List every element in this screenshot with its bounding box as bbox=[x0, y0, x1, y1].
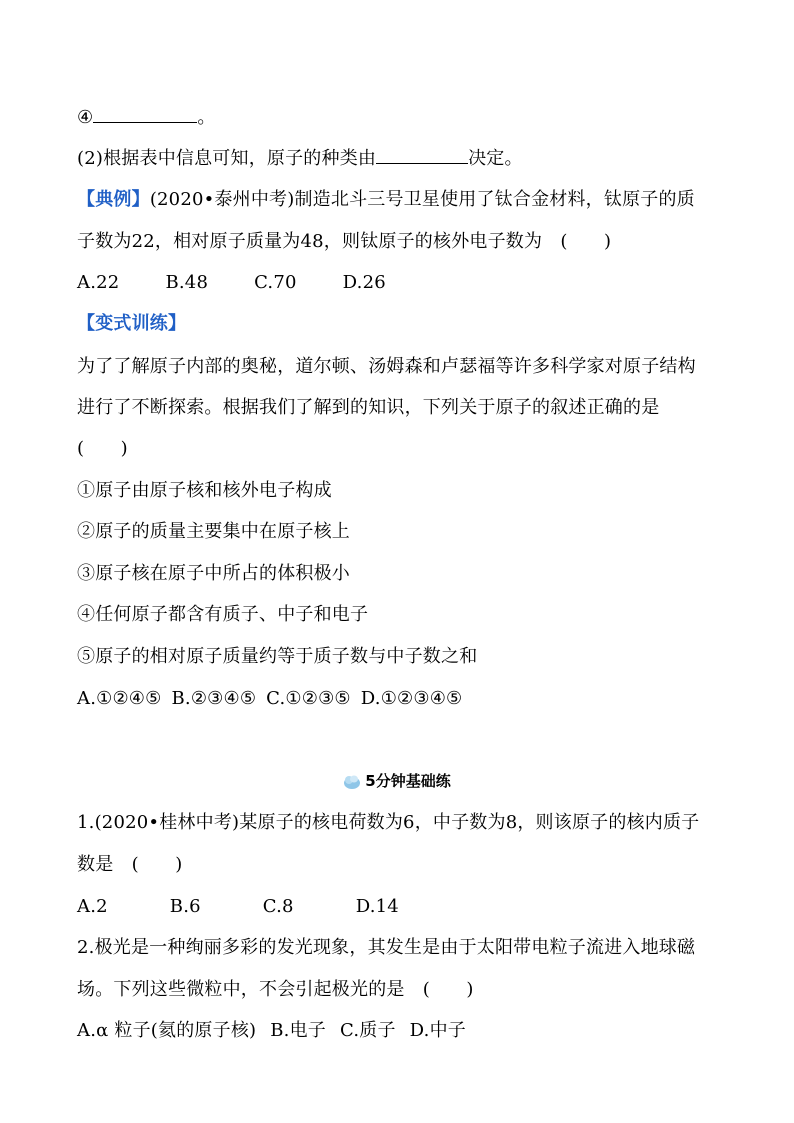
option-a: A.α 粒子(氦的原子核) bbox=[77, 1020, 257, 1041]
option-d: D.14 bbox=[355, 896, 399, 917]
option-d: D.中子 bbox=[409, 1020, 466, 1041]
option-c: C.8 bbox=[262, 896, 294, 917]
variant-tag: 【变式训练】 bbox=[77, 313, 187, 334]
variant-heading bbox=[77, 312, 734, 336]
question-2-text: (2)根据表中信息可知，原子的种类由 bbox=[77, 148, 377, 169]
option-b: B.6 bbox=[169, 896, 201, 917]
option-a: A.2 bbox=[77, 896, 108, 917]
example-line-1 bbox=[77, 188, 734, 212]
q2-line-1: 2.极光是一种绚丽多彩的发光现象，其发生是由于太阳带电粒子流进入地球磁 bbox=[77, 937, 696, 958]
option-c: C.70 bbox=[254, 272, 297, 293]
q2-line-2: 场。下列这些微粒中，不会引起极光的是 ( ) bbox=[77, 979, 474, 1000]
q1-options bbox=[77, 895, 734, 919]
variant-paragraph-3: ( ) bbox=[77, 438, 128, 459]
question-2-line bbox=[77, 147, 734, 171]
statement-3: ③原子核在原子中所占的体积极小 bbox=[77, 563, 350, 584]
option-b: B.②③④⑤ bbox=[171, 688, 257, 709]
statement-1: ①原子由原子核和核外电子构成 bbox=[77, 480, 332, 501]
variant-paragraph-1: 为了了解原子内部的奥秘，道尔顿、汤姆森和卢瑟福等许多科学家对原子结构 bbox=[77, 356, 696, 377]
q1-line-1: 1.(2020•桂林中考)某原子的核电荷数为6，中子数为8，则该原子的核内质子 bbox=[77, 812, 700, 833]
blank-2 bbox=[376, 147, 468, 164]
q2-options bbox=[77, 1019, 734, 1043]
label-4: ④ bbox=[77, 107, 94, 128]
cloud-icon bbox=[343, 774, 361, 790]
option-a: A.①②④⑤ bbox=[77, 688, 162, 709]
answer-line-4 bbox=[77, 106, 734, 130]
option-a: A.22 bbox=[77, 272, 120, 293]
option-b: B.电子 bbox=[270, 1020, 326, 1041]
option-c: C.①②③⑤ bbox=[266, 688, 351, 709]
statement-2: ②原子的质量主要集中在原子核上 bbox=[77, 521, 350, 542]
option-c: C.质子 bbox=[340, 1020, 396, 1041]
example-tag: 【典例】 bbox=[77, 189, 150, 210]
section-title: 5分钟基础练 bbox=[365, 772, 451, 790]
example-options bbox=[77, 271, 734, 295]
statement-4: ④任何原子都含有质子、中子和电子 bbox=[77, 604, 369, 625]
option-d: D.26 bbox=[342, 272, 386, 293]
example-text: (2020•泰州中考)制造北斗三号卫星使用了钛合金材料，钛原子的质 bbox=[149, 189, 695, 210]
example-line-2: 子数为22，相对原子质量为48，则钛原子的核外电子数为 ( ) bbox=[77, 231, 612, 252]
q1-line-2: 数是 ( ) bbox=[77, 854, 183, 875]
variant-paragraph-2: 进行了不断探索。根据我们了解到的知识，下列关于原子的叙述正确的是 bbox=[77, 397, 660, 418]
variant-options bbox=[77, 687, 734, 711]
blank-4 bbox=[93, 106, 197, 123]
option-d: D.①②③④⑤ bbox=[360, 688, 463, 709]
statement-5: ⑤原子的相对原子质量约等于质子数与中子数之和 bbox=[77, 646, 478, 667]
line-end: 。 bbox=[197, 107, 216, 128]
question-2-end: 决定。 bbox=[468, 148, 523, 169]
section-heading bbox=[0, 770, 794, 791]
option-b: B.48 bbox=[165, 272, 209, 293]
